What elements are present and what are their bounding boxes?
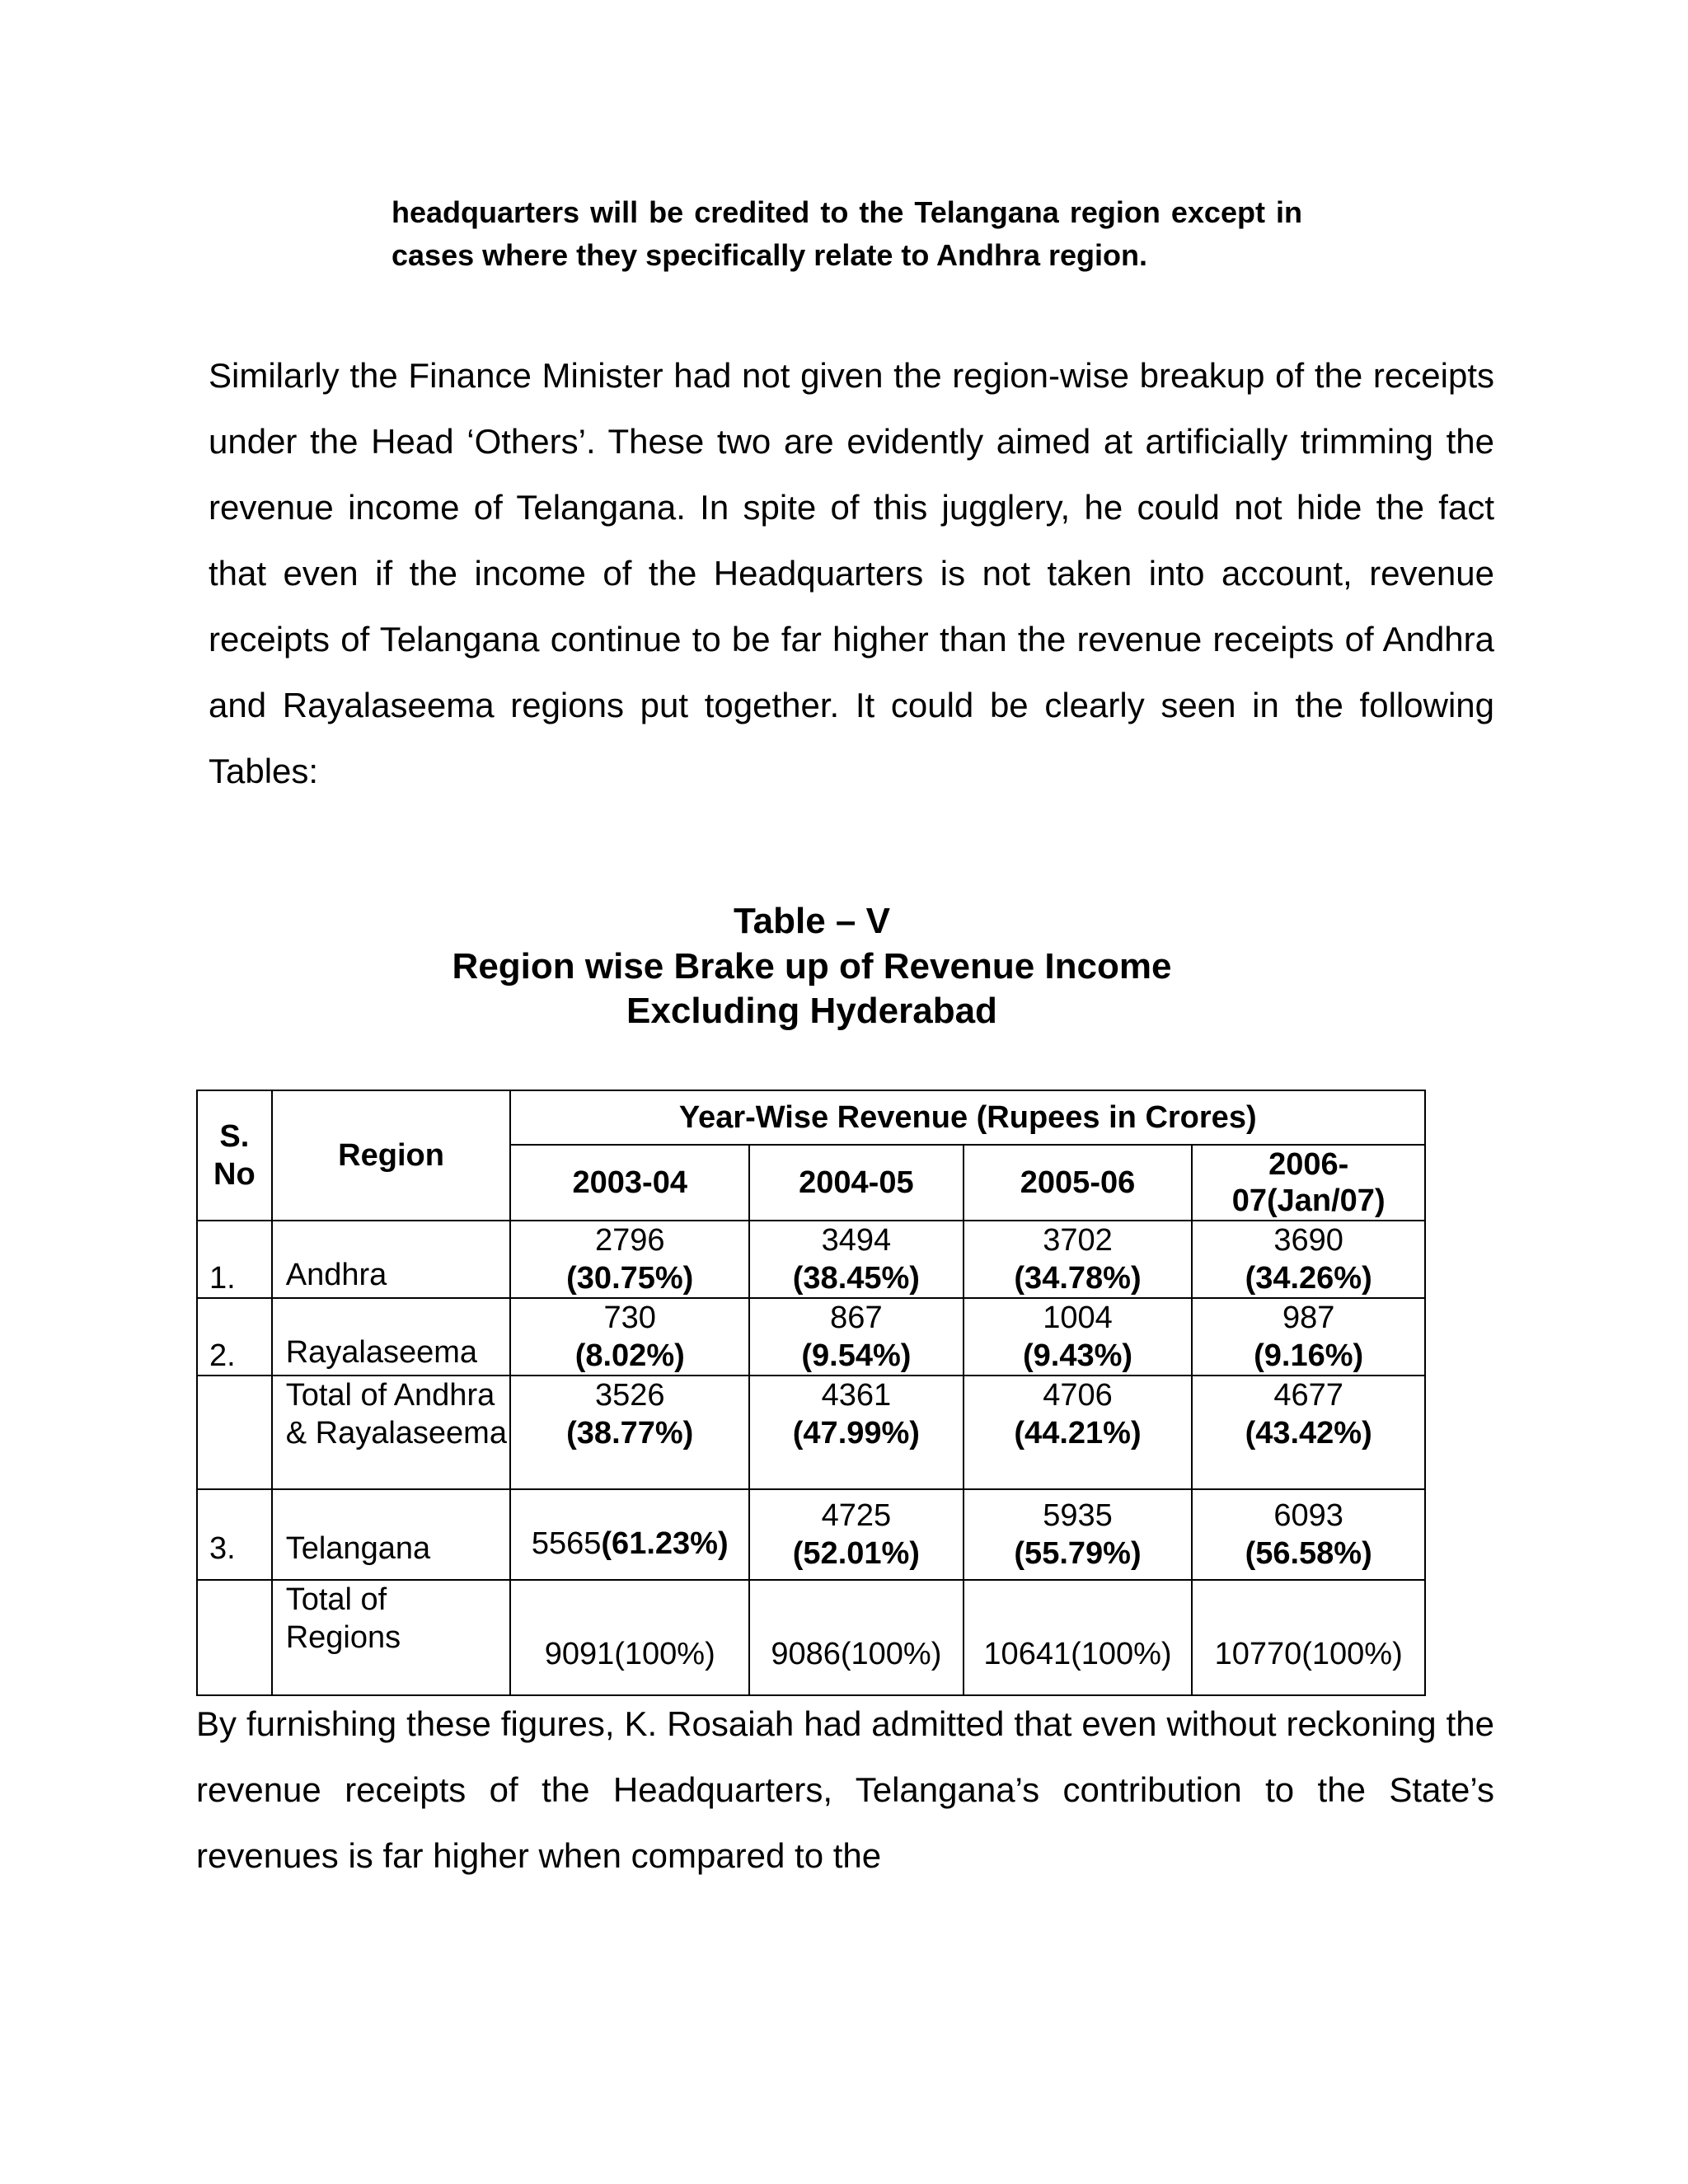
cell-percent: (9.54%)	[801, 1338, 912, 1373]
value-cell	[749, 1489, 964, 1580]
header-year: 2004-05	[749, 1145, 964, 1221]
value-cell	[1192, 1221, 1425, 1298]
cell-percent: (44.21%)	[1014, 1416, 1142, 1451]
cell-value: 4677	[1273, 1378, 1343, 1413]
cell-percent: (38.45%)	[792, 1261, 920, 1296]
cell-value: 730	[603, 1301, 656, 1335]
body-paragraph-2: By furnishing these figures, K. Rosaiah had admitted that even without reckoning the revenue receipts of the Headquarters, Telangana’s contribution to the State’s revenues is far higher when compared to the	[196, 1704, 1494, 1875]
table-row	[197, 1221, 1425, 1298]
value-cell	[749, 1298, 964, 1376]
value-cell	[964, 1376, 1193, 1489]
value-cell	[749, 1376, 964, 1489]
table-title-line-1: Region wise Brake up of Revenue Income	[452, 946, 1172, 987]
row-region: Andhra	[272, 1221, 511, 1298]
row-sno: 3.	[197, 1489, 272, 1580]
cell-value: 3702	[1043, 1223, 1113, 1258]
value-cell	[964, 1298, 1193, 1376]
cell-percent: (55.79%)	[1014, 1536, 1142, 1571]
row-sno: 2.	[197, 1298, 272, 1376]
cell-value: 867	[830, 1301, 883, 1335]
cell-value: 4361	[821, 1378, 892, 1413]
value-cell	[1192, 1376, 1425, 1489]
cell-value: 4706	[1043, 1378, 1113, 1413]
cell-value: 9086(100%)	[771, 1637, 942, 1671]
header-year: 2006-07(Jan/07)	[1192, 1145, 1425, 1221]
value-cell	[510, 1580, 749, 1695]
row-region: Telangana	[272, 1489, 511, 1580]
value-cell	[510, 1376, 749, 1489]
cell-value: 5565	[531, 1526, 602, 1561]
cell-value: 6093	[1273, 1498, 1343, 1533]
table-row	[197, 1376, 1425, 1489]
cell-percent: (30.75%)	[566, 1261, 694, 1296]
cell-value: 10770(100%)	[1214, 1637, 1403, 1671]
cell-value: 5935	[1043, 1498, 1113, 1533]
cell-value: 3690	[1273, 1223, 1343, 1258]
table-title-line-2: Excluding Hyderabad	[626, 991, 997, 1031]
value-cell	[964, 1221, 1193, 1298]
value-cell	[1192, 1298, 1425, 1376]
cell-percent: (47.99%)	[792, 1416, 920, 1451]
cell-percent: (34.78%)	[1014, 1261, 1142, 1296]
value-cell	[510, 1489, 749, 1580]
header-year: 2003-04	[510, 1145, 749, 1221]
table-number: Table – V	[734, 901, 890, 941]
row-sno	[197, 1376, 272, 1489]
value-cell	[1192, 1580, 1425, 1695]
row-region: Rayalaseema	[272, 1298, 511, 1376]
value-cell	[964, 1489, 1193, 1580]
row-sno	[197, 1580, 272, 1695]
header-sno: S. No	[197, 1090, 272, 1221]
cell-value: 987	[1282, 1301, 1335, 1335]
value-cell	[964, 1580, 1193, 1695]
cell-value: 10641(100%)	[983, 1637, 1172, 1671]
cell-value: 2796	[594, 1223, 665, 1258]
cell-percent: (56.58%)	[1245, 1536, 1372, 1571]
row-region: Total of Regions	[272, 1580, 511, 1695]
cell-value: 1004	[1043, 1301, 1113, 1335]
table-row	[197, 1298, 1425, 1376]
cell-value: 4725	[821, 1498, 892, 1533]
value-cell	[749, 1221, 964, 1298]
value-cell	[510, 1221, 749, 1298]
header-year-wise-revenue: Year-Wise Revenue (Rupees in Crores)	[510, 1090, 1425, 1145]
header-year: 2005-06	[964, 1145, 1193, 1221]
value-cell	[749, 1580, 964, 1695]
revenue-table	[196, 1090, 1426, 1696]
cell-percent: (34.26%)	[1245, 1261, 1372, 1296]
table-row	[197, 1489, 1425, 1580]
cell-percent: (9.43%)	[1022, 1338, 1133, 1373]
cell-percent: (52.01%)	[792, 1536, 920, 1571]
cell-percent: (43.42%)	[1245, 1416, 1372, 1451]
cell-value: 9091(100%)	[544, 1637, 715, 1671]
cell-percent: (38.77%)	[566, 1416, 694, 1451]
value-cell	[510, 1298, 749, 1376]
cell-percent: (9.16%)	[1254, 1338, 1364, 1373]
header-region: Region	[272, 1090, 511, 1221]
body-paragraph-1: Similarly the Finance Minister had not given the region-wise breakup of the receipts under the Head ‘Others’. These two are evidently aimed at artificially trimming the revenue income of Telangana. In spite of this jugglery, he could not hide the fact that even if the income of the Headquarters is not taken into account, revenue receipts of Telangana continue to be far higher than the revenue receipts of Andhra and Rayalaseema regions put together. It could be clearly seen in the following Tables:	[209, 356, 1494, 790]
cell-value: 3526	[594, 1378, 665, 1413]
cell-value: 3494	[821, 1223, 892, 1258]
row-sno: 1.	[197, 1221, 272, 1298]
table-row	[197, 1580, 1425, 1695]
value-cell	[1192, 1489, 1425, 1580]
quoted-text: headquarters will be credited to the Telangana region except in cases where they specifically relate to Andhra region.	[392, 195, 1302, 272]
table-caption	[0, 898, 1624, 1033]
cell-percent: (61.23%)	[601, 1526, 729, 1561]
row-region: Total of Andhra & Rayalaseema	[272, 1376, 511, 1489]
cell-percent: (8.02%)	[574, 1338, 685, 1373]
